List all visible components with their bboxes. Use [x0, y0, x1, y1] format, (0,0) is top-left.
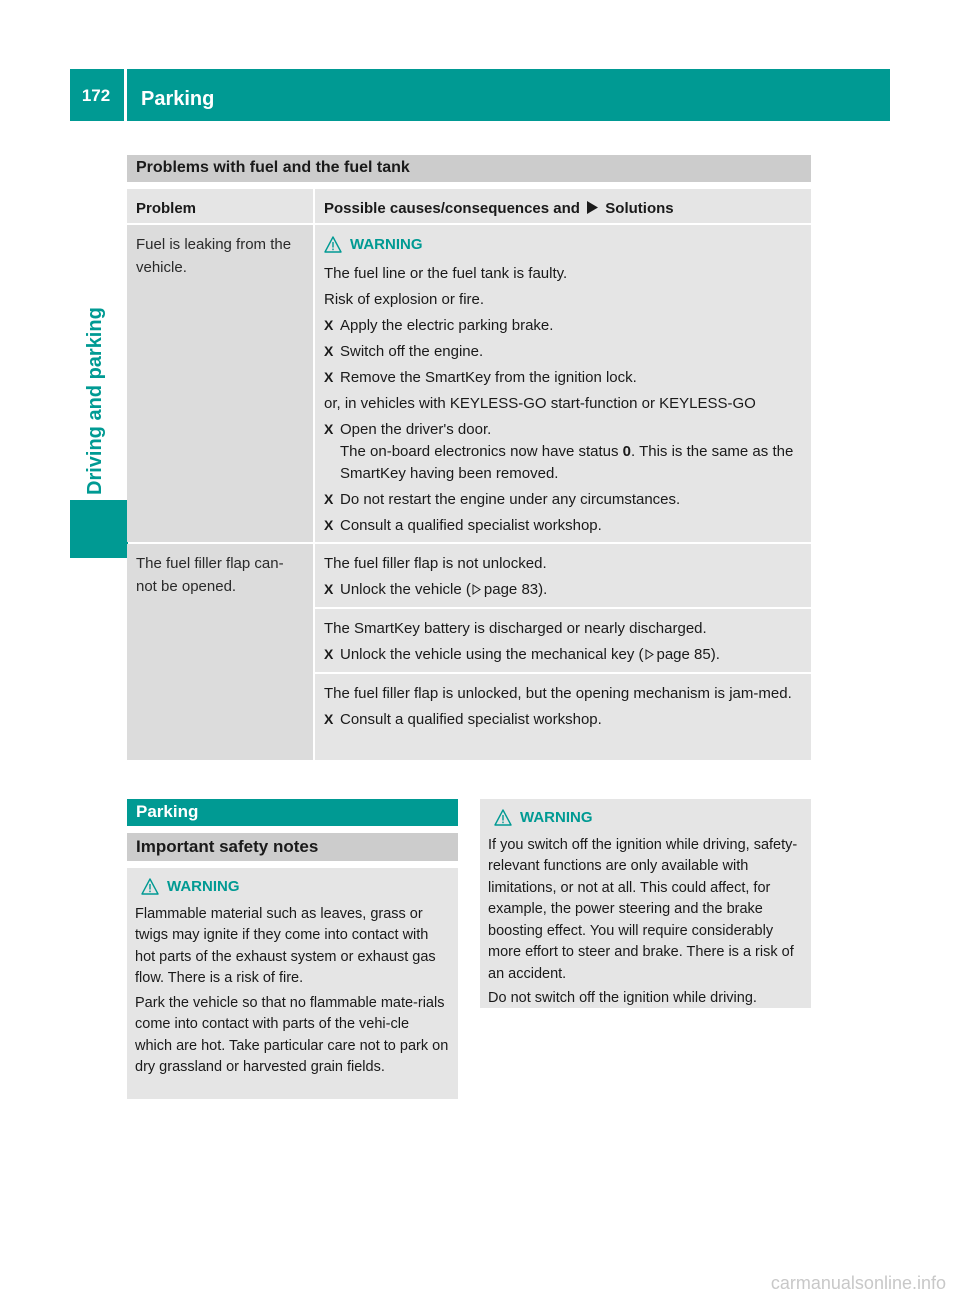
step-arrow-icon: X [324, 369, 334, 385]
page-ref-link[interactable]: page 85 [656, 646, 711, 663]
warning-triangle-icon [324, 236, 342, 253]
warning-label: WARNING [167, 878, 240, 895]
step-text: Switch off the engine. [340, 343, 484, 360]
step-text-end: ). [710, 646, 720, 663]
step-text-end: ). [538, 581, 548, 598]
cause-text: The SmartKey battery is discharged or nearly discharged. [324, 620, 707, 637]
safety-notes-title: Important safety notes [127, 833, 458, 861]
step-text: Remove the SmartKey from the ignition lock. [340, 369, 637, 386]
cause-text: The fuel filler flap is not unlocked. [324, 555, 547, 572]
warning-label: WARNING [520, 809, 593, 826]
table-row-problem [127, 544, 313, 760]
cause-text: Risk of explosion or fire. [324, 291, 485, 308]
step-arrow-icon [587, 201, 598, 214]
warning-box-ignition [480, 799, 811, 1008]
step-result-part: The on-board electronics now have status [340, 443, 623, 460]
table-row-problem [127, 225, 313, 542]
status-value: 0 [622, 443, 631, 460]
instruction-step [324, 708, 802, 731]
warning-triangle-icon [494, 809, 512, 826]
step-arrow-icon: X [324, 581, 334, 597]
step-arrow-icon: X [324, 343, 334, 359]
page-header-title: Parking [141, 88, 215, 110]
table-row-solution [315, 544, 811, 607]
step-arrow-icon: X [324, 711, 334, 727]
side-tab-marker [70, 500, 128, 558]
step-text: Consult a qualified specialist workshop. [340, 711, 602, 728]
problem-text: The fuel filler flap can-not be opened. [136, 555, 284, 595]
warning-heading [141, 876, 450, 898]
warning-heading [324, 233, 802, 256]
warning-box-flammable [127, 868, 458, 1099]
column-header-solutions-text: Possible causes/consequences and [324, 200, 580, 217]
side-tab-label: Driving and parking [84, 307, 106, 495]
step-arrow-icon: X [324, 317, 334, 333]
step-text: Unlock the vehicle using the mechanical key ( [340, 646, 644, 663]
cause-text: The fuel filler flap is unlocked, but the opening mechanism is jam-med. [324, 685, 792, 702]
warning-text: If you switch off the ignition while driving, safety-relevant functions are only available with limitations, or not at all. This could affect, for example, the power steering and the brake boosting effect. You will require considerably more effort to steer and brake. There is a risk of an accident. [488, 836, 798, 982]
table-row-solution [315, 674, 811, 760]
fuel-section-title: Problems with fuel and the fuel tank [127, 155, 811, 182]
problem-text: Fuel is leaking from the vehicle. [136, 236, 292, 276]
watermark: carmanualsonline.info [770, 1273, 946, 1293]
step-text: Open the driver's door. [340, 421, 492, 438]
step-text: Do not restart the engine under any circumstances. [340, 491, 681, 508]
instruction-step [324, 340, 802, 363]
instruction-step [324, 488, 802, 511]
table-row-solution [315, 609, 811, 672]
column-header-solutions-suffix: Solutions [605, 200, 674, 217]
instruction-step [324, 314, 802, 337]
warning-triangle-icon [141, 878, 159, 895]
instruction-step [324, 418, 802, 485]
step-arrow-icon: X [324, 421, 334, 437]
table-row-solution [315, 225, 811, 542]
instruction-step [324, 366, 802, 389]
side-tab [70, 130, 128, 500]
page-ref-triangle-icon [472, 584, 481, 595]
step-arrow-icon: X [324, 491, 334, 507]
instruction-step [324, 514, 802, 537]
step-arrow-icon: X [324, 646, 334, 662]
header-divider [124, 69, 127, 121]
warning-text: Flammable material such as leaves, grass or twigs may ignite if they come into contact with hot parts of the exhaust system or exhaust gas flow. There is a risk of fire. [135, 905, 436, 986]
step-result-text [340, 441, 802, 485]
cause-text: The fuel line or the fuel tank is faulty. [324, 265, 568, 282]
step-result-part: . This is the same as the SmartKey having been removed. [340, 443, 794, 482]
warning-text: Do not switch off the ignition while driving. [488, 990, 757, 1006]
step-text: Apply the electric parking brake. [340, 317, 554, 334]
page-ref-link[interactable]: page 83 [483, 581, 539, 598]
warning-heading [494, 807, 803, 829]
instruction-step [324, 578, 802, 601]
instruction-step [324, 643, 802, 666]
warning-text: Park the vehicle so that no flammable mate-rials come into contact with parts of the vehi-cle which are hot. Take particular care not to park on dry grassland or harvested grain fields. [135, 994, 449, 1075]
step-text: Unlock the vehicle ( [340, 581, 471, 598]
page-number: 172 [81, 86, 111, 105]
column-header-problem-text: Problem [136, 200, 197, 217]
parking-section-title: Parking [127, 799, 458, 826]
page-ref-triangle-icon [645, 649, 654, 660]
step-text: Consult a qualified specialist workshop. [340, 517, 602, 534]
column-header-problem [127, 189, 313, 223]
column-header-solutions [315, 189, 811, 223]
or-text: or, in vehicles with KEYLESS-GO start-function or KEYLESS-GO [324, 395, 756, 412]
step-arrow-icon: X [324, 517, 334, 533]
warning-label: WARNING [350, 236, 423, 253]
